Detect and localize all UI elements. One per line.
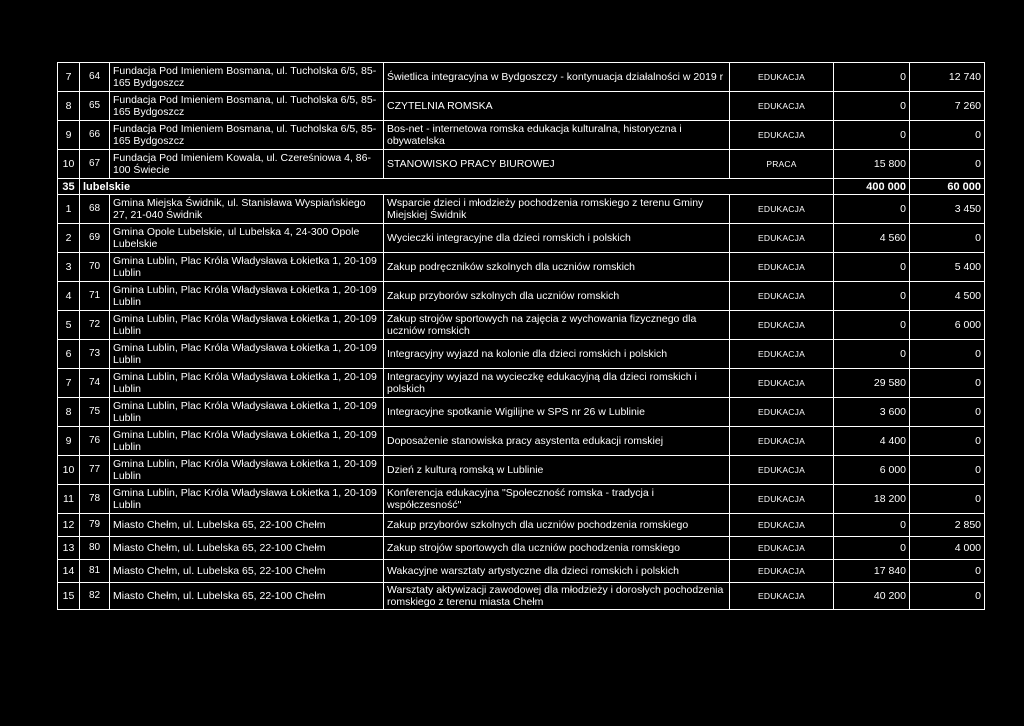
row-amount-2: 4 500 [910, 282, 985, 311]
row-lp: 9 [58, 121, 80, 150]
row-number: 78 [80, 485, 110, 514]
row-task: Bos-net - internetowa romska edukacja kulturalna, historyczna i obywatelska [384, 121, 730, 150]
row-amount-1: 29 580 [834, 369, 910, 398]
row-applicant: Miasto Chełm, ul. Lubelska 65, 22-100 Chełm [110, 537, 384, 560]
table-row [58, 311, 985, 340]
row-amount-1: 4 400 [834, 427, 910, 456]
row-area: EDUKACJA [730, 253, 834, 282]
row-amount-1: 40 200 [834, 583, 910, 610]
row-area: EDUKACJA [730, 121, 834, 150]
row-amount-1: 0 [834, 340, 910, 369]
row-number: 64 [80, 63, 110, 92]
row-applicant: Gmina Lublin, Plac Króla Władysława Łokietka 1, 20-109 Lublin [110, 282, 384, 311]
row-area: EDUKACJA [730, 92, 834, 121]
row-amount-2: 0 [910, 224, 985, 253]
row-lp: 14 [58, 560, 80, 583]
row-applicant: Fundacja Pod Imieniem Kowala, ul. Czereśniowa 4, 86-100 Świecie [110, 150, 384, 179]
table-row [58, 63, 985, 92]
row-amount-1: 17 840 [834, 560, 910, 583]
row-number: 67 [80, 150, 110, 179]
row-number: 73 [80, 340, 110, 369]
table-row [58, 560, 985, 583]
row-lp: 3 [58, 253, 80, 282]
row-lp: 6 [58, 340, 80, 369]
group-lubelskie [58, 195, 985, 610]
row-number: 69 [80, 224, 110, 253]
row-applicant: Fundacja Pod Imieniem Bosmana, ul. Tucholska 6/5, 85-165 Bydgoszcz [110, 121, 384, 150]
row-amount-2: 0 [910, 150, 985, 179]
row-task: Integracyjny wyjazd na wycieczkę edukacyjną dla dzieci romskich i polskich [384, 369, 730, 398]
row-task: Integracyjny wyjazd na kolonie dla dzieci romskich i polskich [384, 340, 730, 369]
table-row [58, 282, 985, 311]
table-row [58, 150, 985, 179]
row-lp: 1 [58, 195, 80, 224]
row-amount-2: 0 [910, 369, 985, 398]
row-task: Wakacyjne warsztaty artystyczne dla dzieci romskich i polskich [384, 560, 730, 583]
row-number: 76 [80, 427, 110, 456]
row-amount-1: 4 560 [834, 224, 910, 253]
row-amount-2: 0 [910, 427, 985, 456]
group-kujawsko-pomorskie [58, 63, 985, 179]
row-task: STANOWISKO PRACY BIUROWEJ [384, 150, 730, 179]
row-amount-1: 3 600 [834, 398, 910, 427]
row-applicant: Gmina Lublin, Plac Króla Władysława Łokietka 1, 20-109 Lublin [110, 427, 384, 456]
row-amount-1: 18 200 [834, 485, 910, 514]
table-row [58, 398, 985, 427]
table-row [58, 224, 985, 253]
row-area: EDUKACJA [730, 195, 834, 224]
voivodeship-total-2: 60 000 [910, 179, 985, 195]
row-amount-2: 2 850 [910, 514, 985, 537]
row-lp: 7 [58, 369, 80, 398]
table-row [58, 427, 985, 456]
table-row [58, 369, 985, 398]
row-task: Konferencja edukacyjna "Społeczność romska - tradycja i współczesność" [384, 485, 730, 514]
row-area: EDUKACJA [730, 485, 834, 514]
row-area: EDUKACJA [730, 427, 834, 456]
row-applicant: Miasto Chełm, ul. Lubelska 65, 22-100 Chełm [110, 560, 384, 583]
row-amount-1: 0 [834, 537, 910, 560]
row-area: EDUKACJA [730, 340, 834, 369]
row-lp: 10 [58, 456, 80, 485]
table-row [58, 340, 985, 369]
row-number: 79 [80, 514, 110, 537]
table-row [58, 514, 985, 537]
row-number: 81 [80, 560, 110, 583]
row-lp: 4 [58, 282, 80, 311]
row-number: 70 [80, 253, 110, 282]
row-area: PRACA [730, 150, 834, 179]
row-area: EDUKACJA [730, 224, 834, 253]
row-lp: 5 [58, 311, 80, 340]
row-number: 74 [80, 369, 110, 398]
grants-table [57, 62, 985, 610]
row-amount-2: 4 000 [910, 537, 985, 560]
table-row [58, 195, 985, 224]
group-lubelskie-header [58, 179, 985, 195]
row-applicant: Gmina Lublin, Plac Króla Władysława Łokietka 1, 20-109 Lublin [110, 369, 384, 398]
row-lp: 12 [58, 514, 80, 537]
row-task: CZYTELNIA ROMSKA [384, 92, 730, 121]
row-applicant: Gmina Lublin, Plac Króla Władysława Łokietka 1, 20-109 Lublin [110, 485, 384, 514]
row-lp: 2 [58, 224, 80, 253]
table-row [58, 537, 985, 560]
row-amount-1: 0 [834, 514, 910, 537]
row-applicant: Gmina Lublin, Plac Króla Władysława Łokietka 1, 20-109 Lublin [110, 340, 384, 369]
row-number: 68 [80, 195, 110, 224]
row-amount-1: 0 [834, 311, 910, 340]
table-row [58, 456, 985, 485]
table-row [58, 92, 985, 121]
row-lp: 9 [58, 427, 80, 456]
row-area: EDUKACJA [730, 63, 834, 92]
row-task: Świetlica integracyjna w Bydgoszczy - kontynuacja działalności w 2019 r [384, 63, 730, 92]
row-area: EDUKACJA [730, 311, 834, 340]
row-area: EDUKACJA [730, 456, 834, 485]
voivodeship-number: 35 [58, 179, 80, 195]
row-amount-2: 0 [910, 485, 985, 514]
row-area: EDUKACJA [730, 537, 834, 560]
row-area: EDUKACJA [730, 282, 834, 311]
row-number: 77 [80, 456, 110, 485]
row-amount-2: 0 [910, 560, 985, 583]
row-task: Zakup strojów sportowych dla uczniów pochodzenia romskiego [384, 537, 730, 560]
row-applicant: Gmina Opole Lubelskie, ul Lubelska 4, 24-300 Opole Lubelskie [110, 224, 384, 253]
row-task: Wsparcie dzieci i młodzieży pochodzenia romskiego z terenu Gminy Miejskiej Świdnik [384, 195, 730, 224]
row-applicant: Fundacja Pod Imieniem Bosmana, ul. Tucholska 6/5, 85-165 Bydgoszcz [110, 92, 384, 121]
row-lp: 7 [58, 63, 80, 92]
row-task: Wycieczki integracyjne dla dzieci romskich i polskich [384, 224, 730, 253]
row-lp: 13 [58, 537, 80, 560]
row-amount-2: 0 [910, 456, 985, 485]
row-amount-2: 5 400 [910, 253, 985, 282]
row-amount-2: 6 000 [910, 311, 985, 340]
row-amount-1: 6 000 [834, 456, 910, 485]
voivodeship-total-1: 400 000 [834, 179, 910, 195]
row-amount-2: 0 [910, 398, 985, 427]
row-applicant: Miasto Chełm, ul. Lubelska 65, 22-100 Chełm [110, 514, 384, 537]
row-task: Dzień z kulturą romską w Lublinie [384, 456, 730, 485]
row-number: 75 [80, 398, 110, 427]
row-amount-1: 0 [834, 121, 910, 150]
table-row [58, 583, 985, 610]
row-amount-2: 0 [910, 583, 985, 610]
row-task: Zakup strojów sportowych na zajęcia z wychowania fizycznego dla uczniów romskich [384, 311, 730, 340]
table-row [58, 253, 985, 282]
row-task: Doposażenie stanowiska pracy asystenta edukacji romskiej [384, 427, 730, 456]
row-task: Integracyjne spotkanie Wigilijne w SPS nr 26 w Lublinie [384, 398, 730, 427]
row-lp: 8 [58, 92, 80, 121]
row-area: EDUKACJA [730, 398, 834, 427]
row-applicant: Fundacja Pod Imieniem Bosmana, ul. Tucholska 6/5, 85-165 Bydgoszcz [110, 63, 384, 92]
row-task: Zakup przyborów szkolnych dla uczniów pochodzenia romskiego [384, 514, 730, 537]
voivodeship-row [58, 179, 985, 195]
row-amount-1: 0 [834, 253, 910, 282]
row-applicant: Miasto Chełm, ul. Lubelska 65, 22-100 Chełm [110, 583, 384, 610]
row-area: EDUKACJA [730, 514, 834, 537]
row-number: 72 [80, 311, 110, 340]
row-applicant: Gmina Lublin, Plac Króla Władysława Łokietka 1, 20-109 Lublin [110, 456, 384, 485]
row-task: Zakup podręczników szkolnych dla uczniów romskich [384, 253, 730, 282]
row-amount-2: 3 450 [910, 195, 985, 224]
row-amount-2: 12 740 [910, 63, 985, 92]
row-task: Zakup przyborów szkolnych dla uczniów romskich [384, 282, 730, 311]
row-number: 82 [80, 583, 110, 610]
row-amount-1: 0 [834, 92, 910, 121]
row-applicant: Gmina Lublin, Plac Króla Władysława Łokietka 1, 20-109 Lublin [110, 253, 384, 282]
row-number: 71 [80, 282, 110, 311]
row-amount-1: 0 [834, 282, 910, 311]
row-amount-2: 0 [910, 121, 985, 150]
row-lp: 8 [58, 398, 80, 427]
row-area: EDUKACJA [730, 560, 834, 583]
row-amount-1: 0 [834, 63, 910, 92]
row-lp: 15 [58, 583, 80, 610]
row-lp: 11 [58, 485, 80, 514]
row-task: Warsztaty aktywizacji zawodowej dla młodzieży i dorosłych pochodzenia romskiego z terenu miasta Chełm [384, 583, 730, 610]
row-number: 65 [80, 92, 110, 121]
row-amount-2: 0 [910, 340, 985, 369]
row-area: EDUKACJA [730, 583, 834, 610]
table-row [58, 485, 985, 514]
voivodeship-name: lubelskie [80, 179, 834, 195]
row-lp: 10 [58, 150, 80, 179]
row-applicant: Gmina Lublin, Plac Króla Władysława Łokietka 1, 20-109 Lublin [110, 398, 384, 427]
row-number: 80 [80, 537, 110, 560]
row-amount-1: 0 [834, 195, 910, 224]
row-applicant: Gmina Miejska Świdnik, ul. Stanisława Wyspiańskiego 27, 21-040 Świdnik [110, 195, 384, 224]
row-area: EDUKACJA [730, 369, 834, 398]
row-amount-1: 15 800 [834, 150, 910, 179]
row-applicant: Gmina Lublin, Plac Króla Władysława Łokietka 1, 20-109 Lublin [110, 311, 384, 340]
row-number: 66 [80, 121, 110, 150]
table-row [58, 121, 985, 150]
row-amount-2: 7 260 [910, 92, 985, 121]
